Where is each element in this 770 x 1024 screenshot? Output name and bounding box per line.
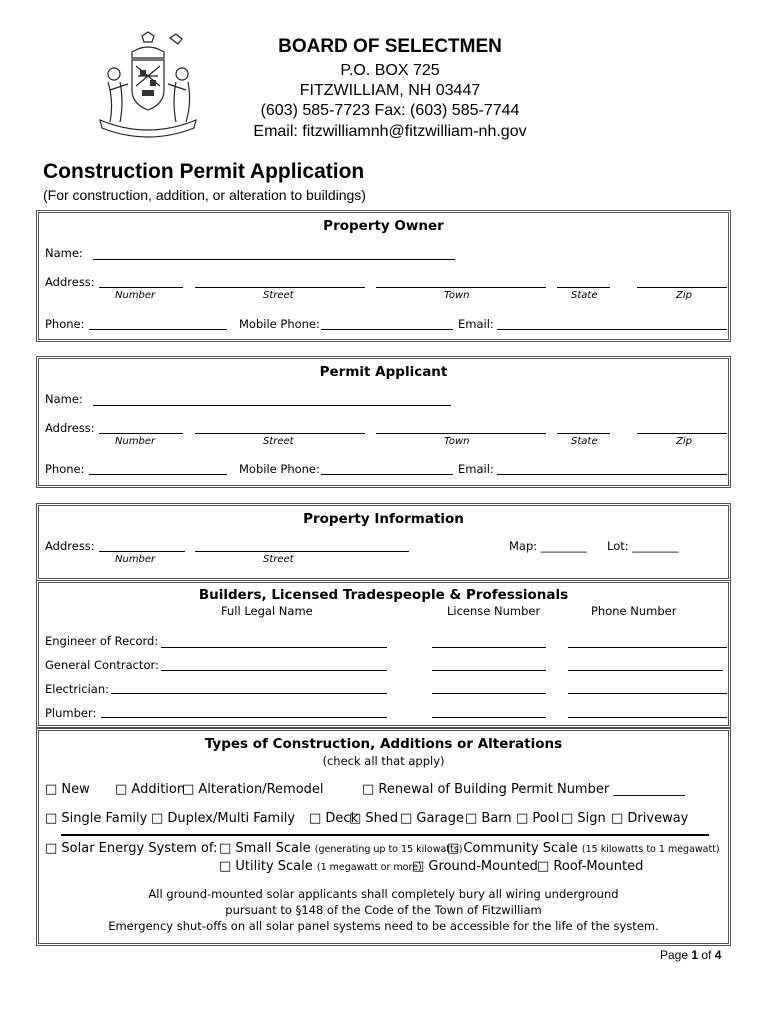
general-contractor-label: General Contractor: [45, 658, 159, 672]
state-sublabel: State [571, 290, 598, 301]
solar-note: All ground-mounted solar applicants shall completely bury all wiring underground [148, 887, 619, 901]
utility-scale-label: □ Utility Scale [219, 859, 313, 874]
checkbox-ground-mounted[interactable]: □ Ground-Mounted [412, 859, 538, 874]
checkbox-addition[interactable]: □ Addition [115, 782, 186, 797]
checkbox-driveway[interactable]: □ Driveway [611, 811, 689, 826]
contractor-name-field[interactable] [161, 670, 387, 671]
city-address: FITZWILLIAM, NH 03447 [299, 82, 481, 99]
plumber-phone-field[interactable] [568, 717, 727, 718]
zip-sublabel: Zip [676, 436, 692, 447]
mobile-label: Mobile Phone: [239, 462, 320, 476]
checkbox-alteration-remodel[interactable]: □ Alteration/Remodel [182, 782, 324, 797]
town-sublabel: Town [444, 290, 470, 301]
owner-phone-field[interactable] [89, 329, 227, 330]
checkbox-small-scale[interactable] [219, 841, 462, 856]
section-title: Types of Construction, Additions or Alterations [204, 736, 563, 752]
section-title: Permit Applicant [319, 364, 448, 380]
town-sublabel: Town [444, 436, 470, 447]
checkbox-shed[interactable]: □ Shed [349, 811, 399, 826]
address-label: Address: [45, 421, 95, 435]
community-scale-label: □ Community Scale [447, 841, 578, 856]
owner-town-field[interactable] [376, 287, 546, 288]
owner-mobile-field[interactable] [321, 329, 453, 330]
checkbox-utility-scale[interactable] [219, 859, 422, 874]
plumber-name-field[interactable] [101, 717, 387, 718]
contractor-phone-field[interactable] [568, 670, 723, 671]
engineer-label: Engineer of Record: [45, 634, 159, 648]
small-scale-note: (generating up to 15 kilowatts) [314, 844, 463, 855]
engineer-phone-field[interactable] [568, 647, 727, 648]
check-instruction: (check all that apply) [322, 754, 445, 768]
applicant-number-field[interactable] [99, 433, 183, 434]
applicant-state-field[interactable] [557, 433, 610, 434]
section-divider [61, 834, 709, 836]
applicant-mobile-field[interactable] [321, 474, 453, 475]
checkbox-roof-mounted[interactable]: □ Roof-Mounted [537, 859, 644, 874]
page-number [660, 948, 721, 962]
lot-field[interactable]: Lot: ________ [607, 539, 679, 553]
property-information-section [36, 503, 731, 581]
page-total: 4 [714, 948, 722, 962]
property-owner-section [36, 210, 731, 342]
engineer-name-field[interactable] [161, 647, 387, 648]
applicant-town-field[interactable] [376, 433, 546, 434]
form-subtitle: (For construction, addition, or alteration to buildings) [43, 187, 366, 203]
utility-scale-note: (1 megawatt or more) [316, 862, 422, 873]
email-contact: Email: fitzwilliamnh@fitzwilliam-nh.gov [253, 123, 527, 140]
checkbox-renewal[interactable]: □ Renewal of Building Permit Number ___________ [362, 782, 685, 797]
checkbox-duplex[interactable]: □ Duplex/Multi Family [151, 811, 296, 826]
street-sublabel: Street [263, 554, 294, 565]
community-scale-note: (15 kilowatts to 1 megawatt) [581, 844, 720, 855]
number-sublabel: Number [115, 554, 156, 565]
phone-label: Phone: [45, 317, 85, 331]
phone-label: Phone: [45, 462, 85, 476]
checkbox-solar[interactable]: □ Solar Energy System of: [45, 841, 218, 856]
page-of: of [698, 948, 715, 962]
name-label: Name: [45, 246, 83, 260]
board-title: BOARD OF SELECTMEN [278, 36, 502, 57]
applicant-name-field[interactable] [93, 405, 451, 406]
property-number-field[interactable] [99, 551, 185, 552]
electrician-label: Electrician: [45, 682, 110, 696]
section-title: Builders, Licensed Tradespeople & Professionals [198, 587, 569, 603]
owner-name-field[interactable] [93, 259, 455, 260]
checkbox-single-family[interactable]: □ Single Family [45, 811, 148, 826]
property-street-field[interactable] [195, 551, 409, 552]
applicant-phone-field[interactable] [89, 474, 227, 475]
checkbox-barn[interactable]: □ Barn [465, 811, 512, 826]
street-sublabel: Street [263, 436, 294, 447]
email-label: Email: [458, 462, 494, 476]
zip-sublabel: Zip [676, 290, 692, 301]
applicant-street-field[interactable] [195, 433, 365, 434]
electrician-license-field[interactable] [432, 693, 546, 694]
checkbox-sign[interactable]: □ Sign [561, 811, 606, 826]
electrician-name-field[interactable] [111, 693, 387, 694]
solar-note: Emergency shut-offs on all solar panel systems need to be accessible for the life of the system. [108, 919, 659, 933]
owner-state-field[interactable] [557, 287, 610, 288]
state-sublabel: State [571, 436, 598, 447]
form-title: Construction Permit Application [43, 160, 365, 183]
plumber-license-field[interactable] [432, 717, 546, 718]
phone-fax: (603) 585-7723 Fax: (603) 585-7744 [260, 102, 520, 119]
small-scale-label: □ Small Scale [219, 841, 311, 856]
checkbox-community-scale[interactable] [447, 841, 720, 856]
applicant-zip-field[interactable] [637, 433, 727, 434]
column-header-license: License Number [447, 604, 541, 618]
owner-street-field[interactable] [195, 287, 365, 288]
email-label: Email: [458, 317, 494, 331]
po-box: P.O. BOX 725 [340, 62, 440, 79]
number-sublabel: Number [115, 436, 156, 447]
electrician-phone-field[interactable] [568, 693, 727, 694]
engineer-license-field[interactable] [432, 647, 546, 648]
street-sublabel: Street [263, 290, 294, 301]
section-title: Property Owner [323, 218, 444, 234]
checkbox-new[interactable]: □ New [45, 782, 90, 797]
column-header-phone: Phone Number [591, 604, 677, 618]
page-current: 1 [691, 948, 699, 962]
construction-types-section [36, 728, 731, 946]
contractor-license-field[interactable] [432, 670, 546, 671]
owner-zip-field[interactable] [637, 287, 727, 288]
address-label: Address: [45, 539, 95, 553]
plumber-label: Plumber: [45, 706, 97, 720]
builders-section [36, 580, 731, 728]
number-sublabel: Number [115, 290, 156, 301]
checkbox-garage[interactable]: □ Garage [400, 811, 465, 826]
section-title: Property Information [303, 511, 464, 527]
checkbox-pool[interactable]: □ Pool [516, 811, 560, 826]
permit-applicant-section [36, 356, 731, 488]
owner-email-field[interactable] [497, 329, 727, 330]
address-label: Address: [45, 275, 95, 289]
map-field[interactable]: Map: ________ [509, 539, 587, 553]
owner-number-field[interactable] [99, 287, 183, 288]
applicant-email-field[interactable] [497, 474, 727, 475]
town-seal-logo [92, 30, 204, 142]
solar-note: pursuant to §148 of the Code of the Town of Fitzwilliam [225, 903, 542, 917]
page-prefix: Page [660, 948, 692, 962]
checkbox-deck[interactable]: □ Deck [309, 811, 359, 826]
mobile-label: Mobile Phone: [239, 317, 320, 331]
name-label: Name: [45, 392, 83, 406]
column-header-name: Full Legal Name [221, 604, 313, 618]
